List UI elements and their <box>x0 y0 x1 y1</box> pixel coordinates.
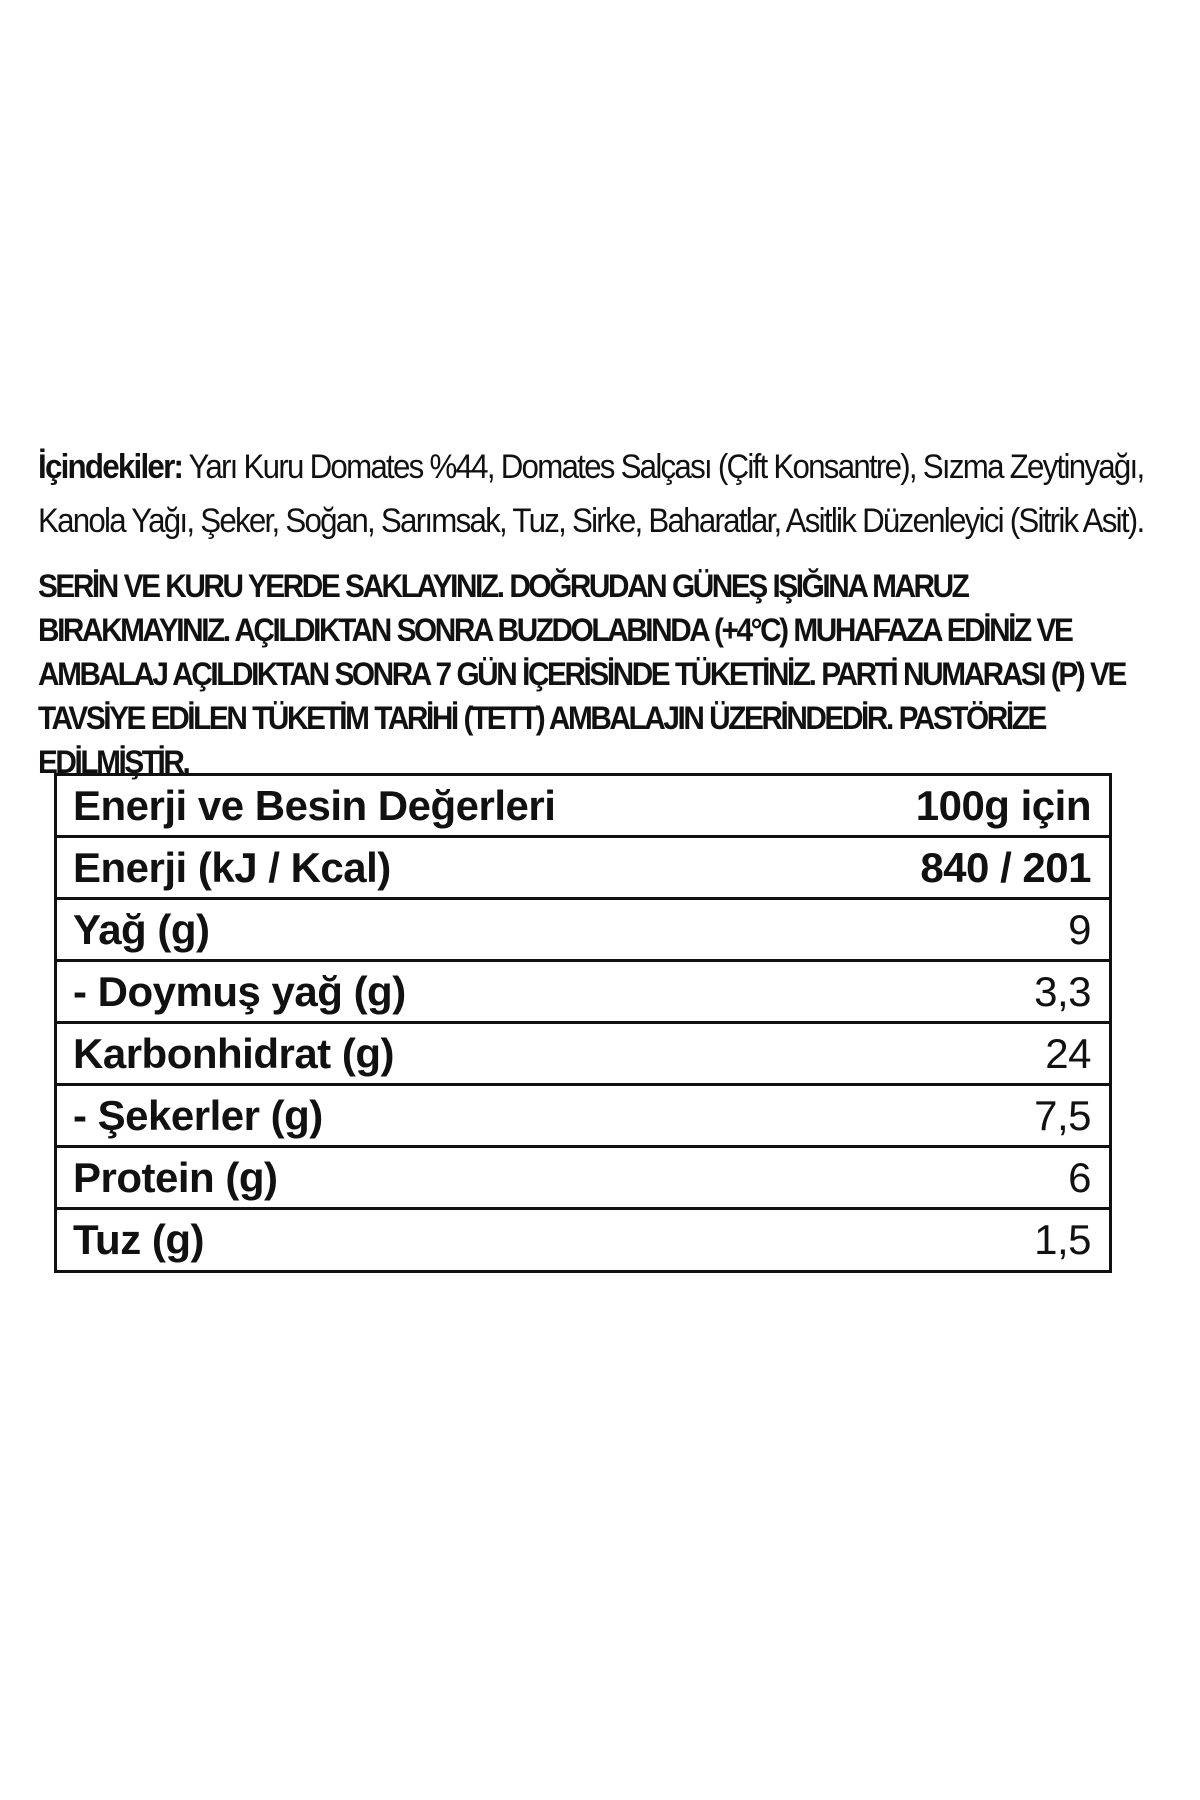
nutrition-header-row <box>57 776 1109 838</box>
nutrition-value-energy: 840 / 201 <box>920 843 1091 891</box>
ingredients-text: Yarı Kuru Domates %44, Domates Salçası (Çift Konsantre), Sızma Zeytinyağı, Kanola Yağı, Şeker, Soğan, Sarımsak, Tuz, Sirke, Baharatlar, Asitlik Düzenleyici (Sitrik Asit). <box>38 448 1144 540</box>
nutrition-label-fat: Yağ (g) <box>73 905 210 953</box>
nutrition-label-salt: Tuz (g) <box>73 1216 204 1263</box>
ingredients-paragraph <box>38 440 1162 548</box>
nutrition-value-sugars: 7,5 <box>1034 1091 1091 1139</box>
nutrition-header-value: 100g için <box>915 781 1091 829</box>
nutrition-label-saturated-fat: - Doymuş yağ (g) <box>73 967 406 1015</box>
nutrition-value-fat: 9 <box>1068 905 1091 953</box>
product-label <box>38 440 1162 784</box>
nutrition-row-fat <box>57 900 1109 962</box>
nutrition-label-protein: Protein (g) <box>73 1153 278 1201</box>
nutrition-value-salt: 1,5 <box>1034 1216 1091 1263</box>
nutrition-label-sugars: - Şekerler (g) <box>73 1091 323 1139</box>
nutrition-header-label: Enerji ve Besin Değerleri <box>73 781 556 829</box>
nutrition-table <box>54 773 1112 1273</box>
nutrition-label-carbohydrate: Karbonhidrat (g) <box>73 1029 394 1077</box>
nutrition-row-sugars <box>57 1086 1109 1148</box>
nutrition-value-carbohydrate: 24 <box>1045 1029 1091 1077</box>
ingredients-title: İçindekiler: <box>38 448 183 486</box>
nutrition-value-protein: 6 <box>1068 1153 1091 1201</box>
nutrition-row-energy <box>57 838 1109 900</box>
nutrition-label-energy: Enerji (kJ / Kcal) <box>73 843 391 891</box>
nutrition-row-salt <box>57 1210 1109 1270</box>
nutrition-value-saturated-fat: 3,3 <box>1034 967 1091 1015</box>
nutrition-row-saturated-fat <box>57 962 1109 1024</box>
storage-instructions: SERİN VE KURU YERDE SAKLAYINIZ. DOĞRUDAN GÜNEŞ IŞIĞINA MARUZ BIRAKMAYINIZ. AÇILDIKTAN SONRA BUZDOLABINDA (+4°C) MUHAFAZA EDİNİZ VE AMBALAJ AÇILDIKTAN SONRA 7 GÜN İÇERİSİNDE TÜKETİNİZ. PARTİ NUMARASI (P) VE TAVSİYE EDİLEN TÜKETİM TARİHİ (TETT) AMBALAJIN ÜZERİNDEDİR. PASTÖRİZE EDİLMİŞTİR. <box>38 568 1125 780</box>
nutrition-row-carbohydrate <box>57 1024 1109 1086</box>
nutrition-row-protein <box>57 1148 1109 1210</box>
